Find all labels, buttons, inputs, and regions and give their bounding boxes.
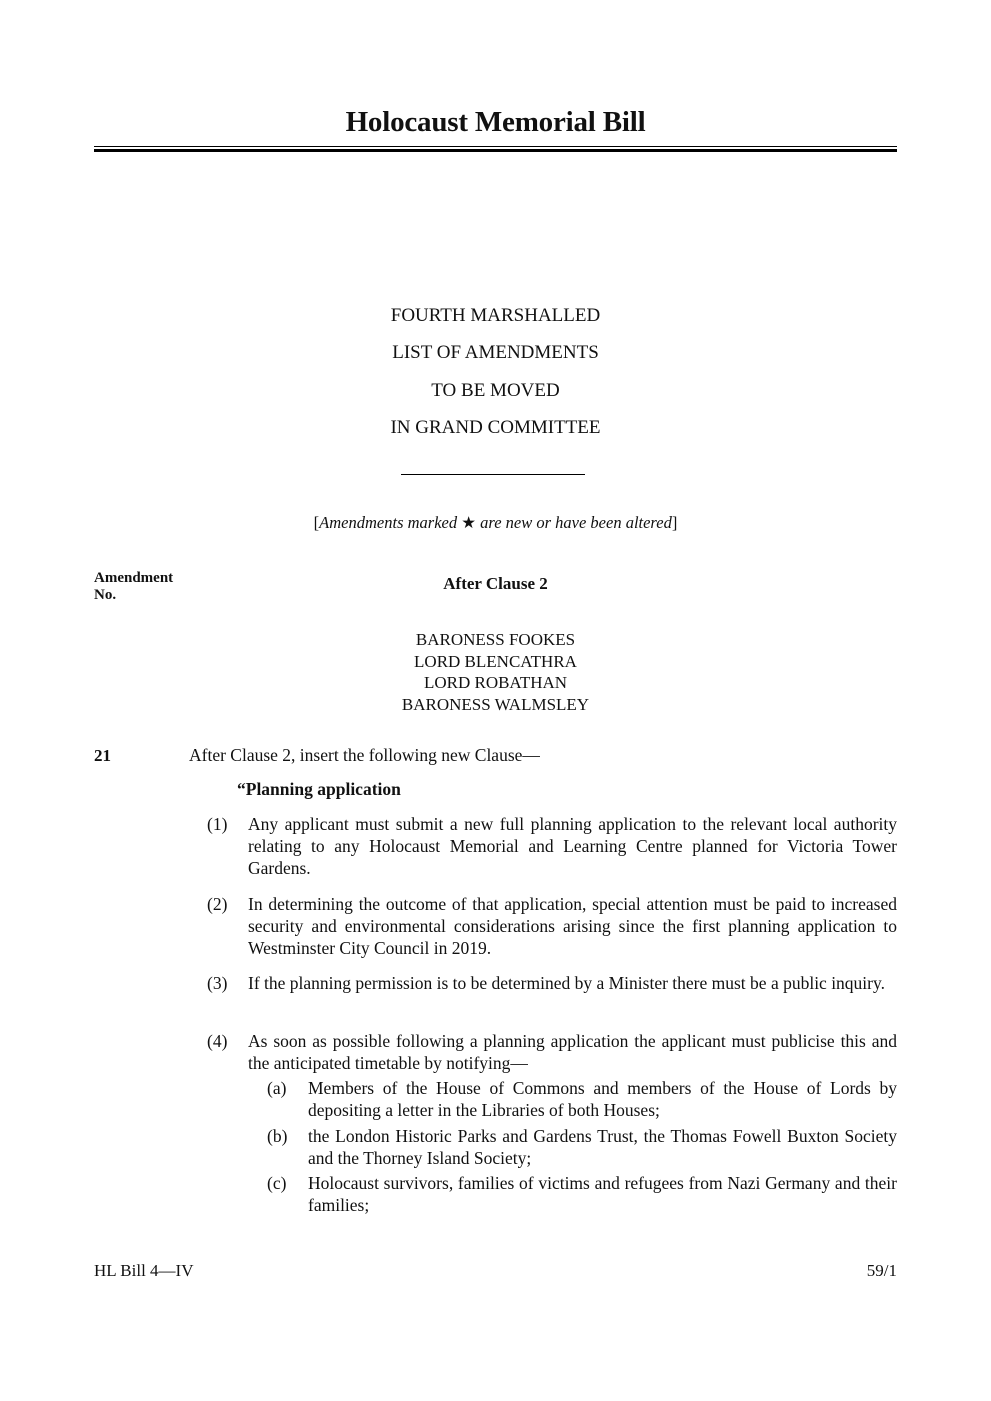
amendments-note (94, 513, 897, 533)
amendment-number: 21 (94, 746, 111, 765)
subsection-text: If the planning permission is to be determined by a Minister there must be a public inquiry. (248, 973, 885, 993)
sponsor-name: BARONESS FOOKES (415, 630, 576, 649)
section-heading: After Clause 2 (443, 574, 548, 593)
sponsor-name: LORD BLENCATHRA (414, 651, 577, 671)
bill-reference: HL Bill 4—IV (94, 1261, 194, 1280)
page-reference: 59/1 (866, 1261, 897, 1280)
paragraph-letter: (c) (267, 1173, 287, 1193)
note-text-before-star: Amendments marked (319, 513, 462, 532)
paragraph-letter: (b) (267, 1126, 288, 1146)
note-close-bracket: ] (671, 513, 678, 532)
paragraph-c (250, 1172, 897, 1216)
title-rule-thick (94, 149, 897, 152)
subsection-number: (2) (207, 894, 228, 914)
subsection-text: As soon as possible following a planning application the applicant must publicise this and the anticipated timetable by notifying— (248, 1031, 897, 1073)
subsection-4 (190, 1030, 897, 1074)
sponsor-name: BARONESS WALMSLEY (401, 695, 590, 715)
cover-divider (401, 474, 585, 475)
paragraph-a (250, 1077, 897, 1121)
subsection-1 (190, 813, 897, 879)
cover-line-4: IN GRAND COMMITTEE (390, 417, 601, 438)
title-rule-thin (94, 146, 897, 147)
cover-line-3: TO BE MOVED (431, 380, 560, 401)
amendment-label-line2: No. (94, 587, 117, 603)
subsection-text: In determining the outcome of that application, special attention must be paid to increased security and environmental considerations arising since the first planning application to Westminster City Council in 2019. (248, 894, 897, 958)
amendment-label-line1: Amendment (94, 570, 174, 586)
paragraph-text: Members of the House of Commons and members of the House of Lords by depositing a letter in the Libraries of both Houses; (308, 1078, 897, 1120)
note-open-bracket: [ (313, 513, 320, 532)
paragraph-b (250, 1125, 897, 1169)
cover-line-2: LIST OF AMENDMENTS (392, 342, 599, 363)
subsection-number: (1) (207, 814, 228, 834)
document-title: Holocaust Memorial Bill (345, 106, 646, 138)
clause-title: “Planning application (237, 779, 401, 799)
subsection-number: (3) (207, 973, 228, 993)
sponsor-list (94, 629, 897, 716)
subsection-number: (4) (207, 1031, 228, 1051)
subsection-text: Any applicant must submit a new full planning application to the relevant local authority relating to any Holocaust Memorial and Learning Centre planned for Victoria Tower Gardens. (248, 814, 897, 878)
paragraph-letter: (a) (267, 1078, 287, 1098)
amendment-intro: After Clause 2, insert the following new Clause— (189, 745, 540, 765)
subsection-2 (190, 893, 897, 959)
paragraph-text: Holocaust survivors, families of victims and refugees from Nazi Germany and their families; (308, 1173, 897, 1215)
paragraph-text: the London Historic Parks and Gardens Trust, the Thomas Fowell Buxton Society and the Thorney Island Society; (308, 1126, 897, 1168)
subsection-3 (190, 972, 897, 994)
cover-line-1: FOURTH MARSHALLED (390, 305, 601, 326)
star-icon: ★ (461, 513, 477, 532)
note-text-after-star: are new or have been altered (476, 513, 672, 532)
sponsor-name: LORD ROBATHAN (423, 673, 568, 693)
